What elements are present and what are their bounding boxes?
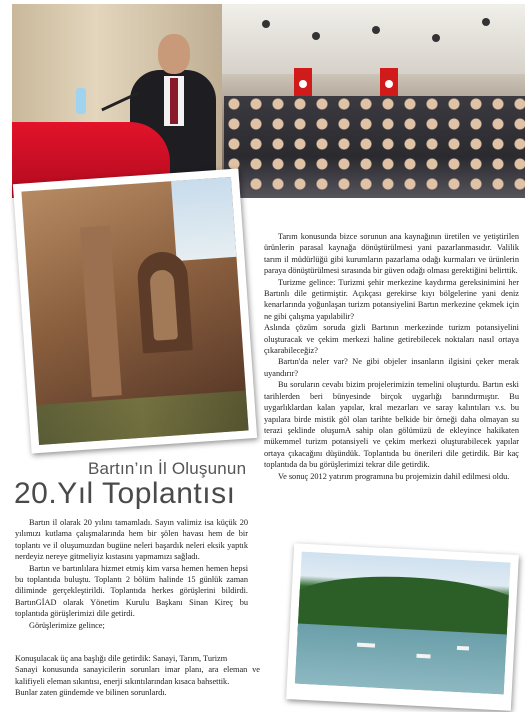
paragraph: Bartın'da neler var? Ne gibi objeler insanların ilgisini çeker merak uyandırır? xyxy=(264,357,519,378)
article-kicker: Bartın’ın İl Oluşunun xyxy=(88,459,247,478)
paragraph: Sanayi konusunda sanayicilerin sorunları imar planı, ara eleman ve kalifiyeli eleman sıkıntısı, enerji sıkıntılarından kısaca bahsettik. xyxy=(15,665,260,686)
boat xyxy=(457,646,469,651)
paragraph: Bu soruların cevabı bizim projelerimizin temelini oluşturdu. Bartın eski tarihlerden beri bünyesinde birçok uygarlığı barındırmıştır. Bu uygarlıklardan kalan yapılar, kral mezarları ve saray kalıntıları v.s. bu yapılara birde mistik göl olan tarihte belkide bir örneği daha olmayan su terazi şeklinde oluşumA sahip olan gölümüzü de ekleyince hakikaten mükemmel turizm potansiyeli ve çekim merkezi oluşturabilecek yapılar ortaya çıkacağını düşündük. Toplantıda bu önerileri dile getirdik. Bir kaç toplantıda da bu görüşlerimizi tekrar dile getirdik. xyxy=(264,380,519,470)
relief-photo-frame xyxy=(13,168,257,453)
water-bottle xyxy=(76,88,86,114)
ceiling-light xyxy=(372,26,380,34)
left-column xyxy=(15,517,248,631)
boat xyxy=(357,643,375,648)
paragraph: Bartın ve bartınlılara hizmet etmiş kim varsa hemen hemen hepsi bu toplantıda buluştu. Toplantı 2 bölüm halinde 15 günlük zaman diliminde gerçekleştirildi. Toplantıda herkes görüşlerini bildirdi. BartınGİAD olarak Yönetim Kurulu Başkanı Sinan Kireç bu toplantıda görüşlerimizi dile getirdi. xyxy=(15,563,248,619)
topics-column xyxy=(15,653,260,699)
greenery xyxy=(36,390,248,445)
ceiling-light xyxy=(312,32,320,40)
stone-relief-photo xyxy=(21,177,248,445)
paragraph: Turizme gelince: Turizmi şehir merkezine kaydırma gereksinimini her Bartınlı dile getirmiştir. Açıkçası gerekirse kıyı bölgelerine yani deniz kenarlarında yoğunlaşan turizm potansiyelini Bartın merkezine çekmek için ne gibi çalışma yapılabilir? xyxy=(264,277,519,321)
paragraph: Görüşlerimize gelince; xyxy=(29,620,105,630)
carved-figure xyxy=(149,269,178,341)
ceiling-light xyxy=(432,34,440,42)
paragraph: Konuşulacak üç ana başlığı dile getirdik: Sanayi, Tarım, Turizm xyxy=(15,654,228,663)
event-photo xyxy=(12,4,525,198)
article-title: 20.Yıl Toplantısı xyxy=(14,477,236,510)
paragraph: Aslında çözüm soruda gizli Bartının merkezinde turizm potansiyelini oluşturacak ve çekim merkezi haline getirebilecek noktaları nasıl ortaya çıkarabileceğiz? xyxy=(264,323,519,356)
paragraph: Ve sonuç 2012 yatırım programına bu projemizin dahil edilmesi oldu. xyxy=(278,471,510,481)
ceiling-light xyxy=(262,20,270,28)
right-column xyxy=(264,231,519,482)
lake-photo-frame xyxy=(286,543,519,711)
ceiling-light xyxy=(482,18,490,26)
sky xyxy=(171,177,236,261)
carved-column xyxy=(80,226,122,398)
lake-photo xyxy=(295,552,511,695)
speaker-tie xyxy=(170,78,178,124)
audience-crowd xyxy=(224,96,525,198)
photo-ceiling xyxy=(222,4,525,74)
boat xyxy=(416,654,430,659)
paragraph: Tarım konusunda bizce sorunun ana kaynağının üretilen ve yetiştirilen ürünlerin parasal kaynağa dönüştürülmesi yani pazarlanmasıdır. Valilik tarım il müdürlüğü gibi kurumların pazarlama odağı kurmaları ve ürünlerin paraya dönüştürülmesi sırasında bir güven odağı olması gerektiğini belirttik. xyxy=(264,232,519,276)
lake-water xyxy=(295,624,507,695)
speaker-head xyxy=(158,34,190,74)
paragraph: Bartın il olarak 20 yılını tamamladı. Sayın valimiz isa küçük 20 yılımızı kutlama çalışmalarında hem bir şölen havası hem de bir toplantı ve il oluşumuzdan bugüne neleri başardık neleri eksik yaptık nerdeyiz nereye gitmeliyiz kıstasını yapmamızı sağladı. xyxy=(15,518,248,562)
paragraph: Bunlar zaten gündemde ve bilinen sorunlardı. xyxy=(15,688,167,698)
